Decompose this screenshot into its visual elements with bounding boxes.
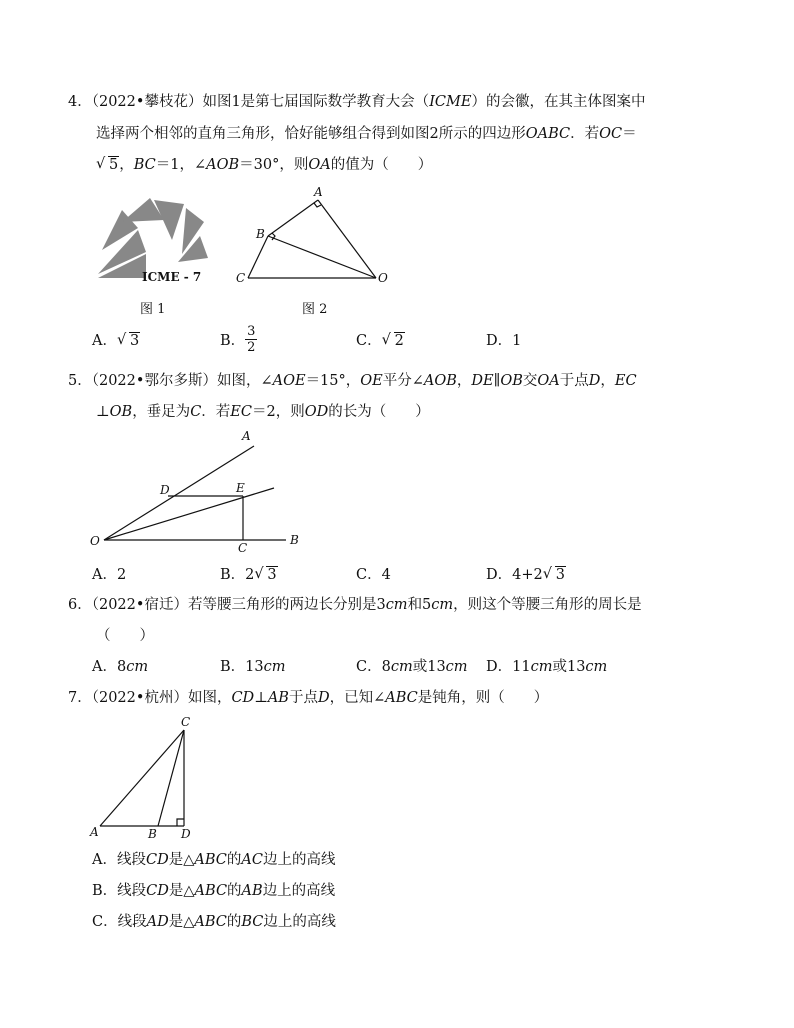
q4-number: 4． [68, 94, 92, 110]
q5-option-d: D．4+2√ 3 [486, 565, 566, 585]
q7-line-1: 7．（2022•杭州）如图，CD⊥AB于点D，已知∠ABC是钝角，则（ ） [68, 690, 549, 706]
label-O: O [378, 271, 388, 285]
label-B: B [148, 827, 157, 841]
q4-option-c: C．√ 2 [356, 331, 405, 351]
q7-figure [86, 712, 206, 842]
q5-option-a: A．2 [92, 567, 127, 583]
fraction-3-2: $\frac{3}{2}$ [247, 324, 256, 355]
q4-option-b: B． $\frac{3}{2}$ [220, 324, 256, 355]
label-B: B [290, 533, 299, 547]
logo-text: ICME - 7 [142, 270, 202, 284]
q4-line-1: 4．（2022•攀枝花）如图1是第七届国际数学教育大会（ICME）的会徽，在其主体图案中 [68, 94, 646, 110]
label-A: A [314, 185, 323, 199]
q6-option-d: D．11cm或13cm [486, 659, 608, 675]
label-D: D [160, 483, 170, 497]
segment-AB [268, 200, 318, 236]
right-angle-D [177, 819, 184, 826]
q4-source: （2022•攀枝花） [91, 94, 203, 110]
fig1-caption: 图 1 [140, 302, 166, 317]
q7-number: 7． [68, 690, 92, 706]
q6-line-1: 6．（2022•宿迁）若等腰三角形的两边长分别是3cm和5cm，则这个等腰三角形的周长是 [68, 597, 642, 613]
ray-OA [104, 446, 254, 540]
q5-figure [86, 428, 316, 558]
segment-BC [248, 236, 268, 278]
q4-option-a: A．√ 3 [92, 331, 140, 351]
q6-source: （2022•宿迁） [91, 597, 188, 613]
q5-line-1: 5．（2022•鄂尔多斯）如图，∠AOE＝15°，OE平分∠AOB，DE∥OB交OA于点D，EC [68, 373, 637, 389]
q5-line-2: ⊥OB，垂足为C．若EC＝2，则OD的长为（ ） [96, 404, 430, 420]
q7-option-a: A．线段CD是△ABC的AC边上的高线 [92, 852, 336, 868]
q4-line-2: 选择两个相邻的直角三角形，恰好能够组合得到如图2所示的四边形OABC．若OC＝ [96, 126, 637, 142]
label-C: C [238, 541, 248, 555]
q5-option-b: B．2√ 3 [220, 565, 278, 585]
label-O: O [90, 534, 100, 548]
q4-figure-2 [230, 184, 400, 294]
q7-option-c: C．线段AD是△ABC的BC边上的高线 [92, 914, 336, 930]
q5-number: 5． [68, 373, 92, 389]
q4-line-3: √ 5，BC＝1，∠AOB＝30°，则OA的值为（ ） [96, 155, 432, 175]
q6-option-b: B．13cm [220, 659, 286, 675]
label-B: B [256, 227, 265, 241]
q5-source: （2022•鄂尔多斯） [91, 373, 217, 389]
q6-line-2: （ ） [96, 628, 154, 644]
q7-source: （2022•杭州） [91, 690, 188, 706]
q7-option-b: B．线段CD是△ABC的AB边上的高线 [92, 883, 336, 899]
label-D: D [181, 827, 191, 841]
q5-option-c: C．4 [356, 567, 391, 583]
fig2-caption: 图 2 [302, 302, 328, 317]
q6-option-a: A．8cm [92, 659, 149, 675]
q4-option-d: D．1 [486, 333, 522, 349]
sqrt-5: √ 5 [96, 155, 119, 175]
icme-logo-figure [92, 192, 222, 292]
label-A: A [242, 429, 251, 443]
label-E: E [236, 481, 245, 495]
label-A: A [90, 825, 99, 839]
q6-option-c: C．8cm或13cm [356, 659, 468, 675]
label-C: C [181, 715, 191, 729]
q6-number: 6． [68, 597, 92, 613]
label-C: C [236, 271, 246, 285]
